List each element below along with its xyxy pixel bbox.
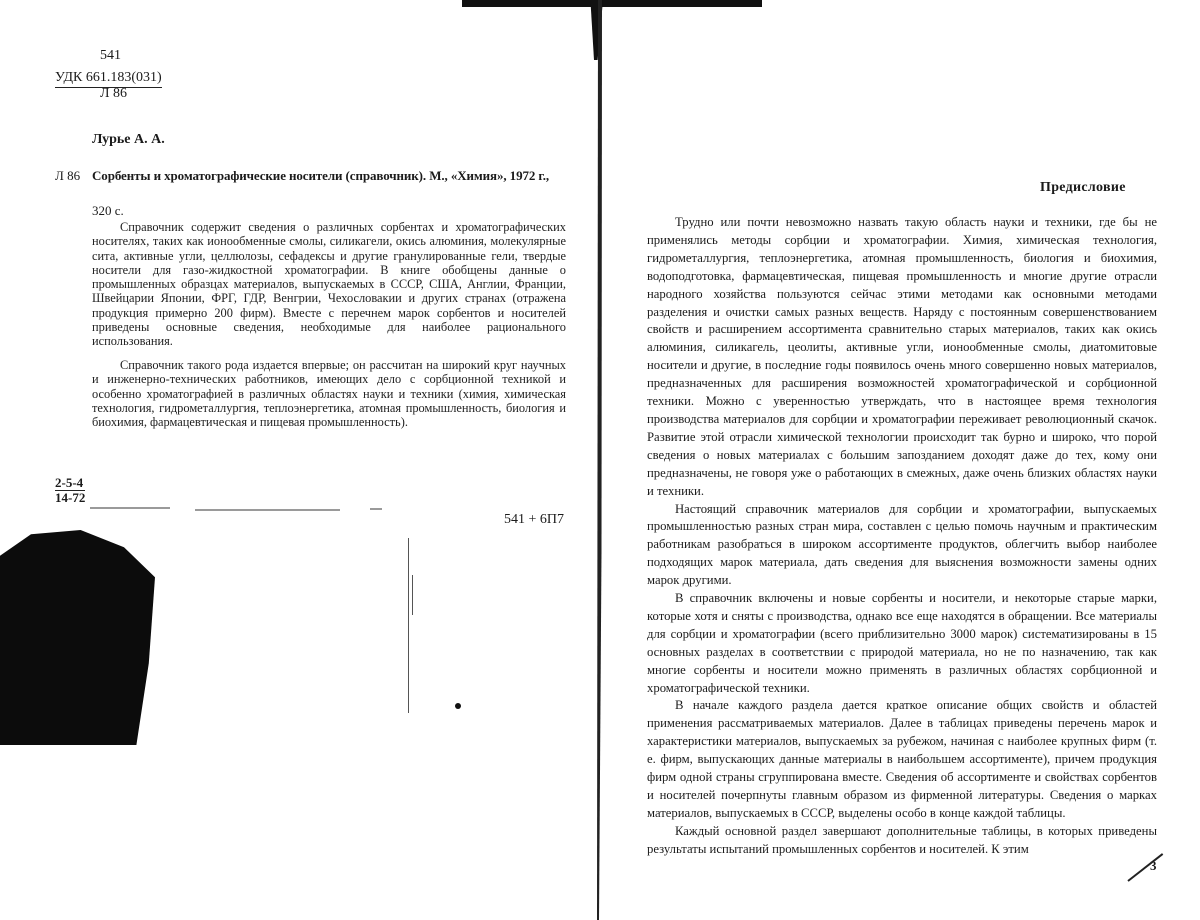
scan-noise bbox=[195, 509, 340, 511]
page-number: 3 bbox=[1150, 858, 1157, 873]
preface-paragraph: Трудно или почти невозможно назвать такую область науки и техники, где бы не применялись методы сорбции и хроматографии. Химия, химическая технология, гидрометаллургия, теплоэнергетика, атомная промышленность, биология и биохимия, водоподготовка, фармацевтическая, пищевая промышленность и многие другие отрасли народного хозяйства пользуются сейчас этими методами как основными методами разделения и очистки самых разных веществ. Наряду с постоянным совершенствованием свойств и расширением ассортимента сравнительно старых материалов, таких как окись алюминия, силикагель, цеолиты, активные угли, ионообменные смолы, диатомитовые носители и другие, в последние годы появилось очень много совершенно новых материалов, предназначенных для расширения возможностей хроматографической и сорбционной техники. Можно с уверенностью утверждать, что в настоящее время технология производства материалов для сорбции и хроматографии переживает революционный скачок. Развитие этой отрасли химической технологии происходит так бурно и широко, что порой сведения о новых материалах с большим запозданием доходят даже до тех, кому они предназначены, не говоря уже о работающих в смежных, даже очень близких областях науки и техники. bbox=[647, 215, 1157, 498]
abstract-paragraph bbox=[92, 220, 566, 349]
publisher-code-line-2: 14-72 bbox=[55, 490, 86, 505]
udc-code: УДК 661.183(031) bbox=[55, 70, 162, 88]
scan-black-edge bbox=[0, 530, 155, 745]
publisher-code-line-1: 2-5-4 bbox=[55, 475, 84, 490]
publisher-code bbox=[55, 476, 85, 505]
scan-noise bbox=[90, 507, 170, 509]
index-code: 541 + 6П7 bbox=[504, 512, 565, 527]
cutter-number-top: Л 86 bbox=[100, 86, 127, 101]
preface-paragraph: В начале каждого раздела дается краткое описание общих свойств и областей применения рассматриваемых материалов. Далее в таблицах приведены перечень марок и характеристики материалов, выпускаемых за рубежом, начиная с наиболее крупных фирм (т. е. фирм, выпускающих данные материалы в наибольшем ассортименте), причем продукция фирм одной страны сгруппирована вместе. Сведения об ассортименте и свойствах сорбентов и носителей почерпнуты главным образом из фирменной литературы. Сведения о марках материалов, выпускаемых в СССР, выделены особо в конце каждой таблицы. bbox=[647, 698, 1157, 820]
scan-line bbox=[412, 575, 413, 615]
page-count: 320 с. bbox=[92, 203, 124, 218]
book-gutter bbox=[597, 0, 602, 920]
preface-paragraph: Каждый основной раздел завершают дополнительные таблицы, в которых приведены результаты испытаний промышленных сорбентов и носителей. К этим bbox=[647, 823, 1157, 856]
scan-dot bbox=[455, 703, 461, 709]
scan-line bbox=[408, 538, 409, 713]
author-name: Лурье А. А. bbox=[92, 132, 165, 147]
preface-title: Предисловие bbox=[1040, 180, 1126, 195]
preface-body bbox=[647, 214, 1157, 859]
abstract-paragraph bbox=[92, 358, 566, 429]
abstract-text: Справочник содержит сведения о различных сорбентах и хроматографических носителях, таких как ионообменные смолы, силикагели, окись алюминия, молекулярные сита, активные угли, целлюлозы, сефадексы и другие гранулированные гели, твердые носители для газо-жидкостной хроматографии. В книге обобщены данные о промышленных образцах материалов, выпускаемых в СССР, США, Англии, Франции, Швейцарии Японии, ФРГ, ГДР, Венгрии, Чехословакии и других странах (отражена продукция примерно 200 фирм). Вместе с перечнем марок сорбентов и носителей приведены основные сведения, необходимые для наиболее рационального использования. bbox=[92, 220, 566, 349]
scan-top-edge bbox=[462, 0, 762, 7]
preface-paragraph: Настоящий справочник материалов для сорбции и хроматографии, выпускаемых промышленностью разных стран мира, составлен с целью помочь научным и практическим работникам разобраться в широком ассортименте продуктов, облегчить выбор наиболее подходящих марок материала, дать сведения для выяснения возможности замены одних марок другими. bbox=[647, 501, 1157, 588]
scan-noise bbox=[370, 508, 382, 510]
preface-paragraph: В справочник включены и новые сорбенты и носители, и некоторые старые марки, которые хотя и сняты с производства, однако все еще находятся в обращении. Все материалы для сорбции и хроматографии (всего приблизительно 3000 марок) систематизированы в 15 основных разделах в соответствии с природой материала, но не по назначению, так как многие сорбенты и носители можно применять в различных областях сорбционной и хроматографической техники. bbox=[647, 591, 1157, 695]
abstract-text: Справочник такого рода издается впервые; он рассчитан на широкий круг научных и инженерно-технических работников, имеющих дело с сорбционной техникой и особенно хроматографией в различных областях науки и техники (химия, химическая технология, гидрометаллургия, теплоэнергетика, атомная промышленность, биология и биохимия, фармацевтическая и пищевая промышленность). bbox=[92, 358, 566, 430]
cutter-number-left: Л 86 bbox=[55, 168, 81, 183]
library-number: 541 bbox=[100, 48, 121, 63]
bibliographic-entry: Сорбенты и хроматографические носители (справочник). М., «Химия», 1972 г., bbox=[92, 168, 550, 183]
